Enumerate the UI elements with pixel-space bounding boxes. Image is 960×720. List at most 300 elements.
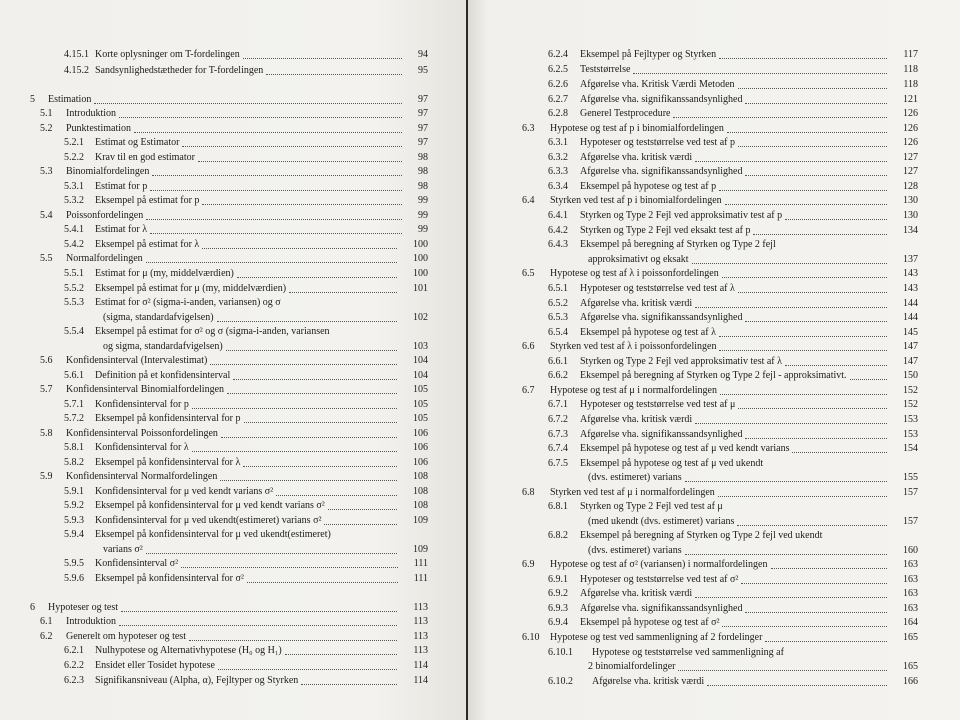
- page-number: 94: [418, 49, 428, 60]
- dot-leader: [673, 117, 887, 118]
- section-title: Konfidensinterval Binomialfordelingen: [66, 384, 225, 395]
- section-number: 6.3.4: [548, 181, 568, 192]
- toc-entry: [0, 47, 428, 62]
- dot-leader: [738, 146, 887, 147]
- section-number: 6.7.3: [548, 429, 568, 440]
- dot-leader: [765, 641, 887, 642]
- dot-leader: [719, 336, 887, 337]
- dot-leader: [119, 625, 397, 626]
- toc-entry: [468, 62, 918, 77]
- dot-leader: [266, 74, 402, 75]
- page-number: 114: [413, 660, 428, 671]
- dot-leader: [182, 146, 402, 147]
- dot-leader: [685, 481, 887, 482]
- section-title: Konfidensinterval (Intervalestimat): [66, 355, 208, 366]
- section-title: Eksempel på estimat for λ: [95, 239, 200, 250]
- toc-entry: [468, 485, 918, 500]
- section-title: Styrken ved test af λ i poissonfordelingen: [550, 341, 717, 352]
- toc-entry: [468, 645, 918, 660]
- page-number: 105: [413, 399, 428, 410]
- section-number: 4.15.2: [64, 65, 89, 76]
- section-title: Hypotese og test af λ i poissonfordelingen: [550, 268, 719, 279]
- dot-leader: [719, 58, 887, 59]
- dot-leader: [785, 365, 887, 366]
- page-number: 153: [903, 429, 918, 440]
- page-number: 152: [903, 399, 918, 410]
- section-title: Styrken og Type 2 Fejl ved approksimativ test af p: [580, 210, 783, 221]
- page-number: 144: [903, 312, 918, 323]
- toc-entry: [0, 542, 428, 557]
- toc-entry: [468, 164, 918, 179]
- toc-entry: [0, 179, 428, 194]
- page-number: 165: [903, 661, 918, 672]
- section-title: Normalfordelingen: [66, 253, 143, 264]
- section-number: 6.9.2: [548, 588, 568, 599]
- section-number: 5: [30, 94, 35, 105]
- dot-leader: [221, 437, 397, 438]
- page-number: 152: [903, 385, 918, 396]
- section-title: Hypoteser og teststørrelse ved test af λ: [580, 283, 735, 294]
- page-number: 108: [413, 500, 428, 511]
- toc-entry: [0, 281, 428, 296]
- toc-entry: [0, 643, 428, 658]
- section-title: Binomialfordelingen: [66, 166, 150, 177]
- page-number: 108: [413, 471, 428, 482]
- dot-leader: [685, 554, 887, 555]
- page-number: 147: [903, 356, 918, 367]
- dot-leader: [301, 684, 397, 685]
- toc-entry: [0, 295, 428, 310]
- page-number: 106: [413, 428, 428, 439]
- section-title: Korte oplysninger om T-fordelingen: [95, 49, 240, 60]
- section-number: 5.4.1: [64, 224, 84, 235]
- toc-entry: [468, 266, 918, 281]
- section-number: 5.9.5: [64, 558, 84, 569]
- page-number: 166: [903, 676, 918, 687]
- section-number: 6.6.2: [548, 370, 568, 381]
- page-number: 163: [903, 588, 918, 599]
- section-title: Styrken og Type 2 Fejl ved approksimativ test af λ: [580, 356, 782, 367]
- section-title: Hypotese og test af p i binomialfordelingen: [550, 123, 724, 134]
- dot-leader: [695, 307, 887, 308]
- section-title: Konfidensinterval Poissonfordelingen: [66, 428, 218, 439]
- section-title: Krav til en god estimator: [95, 152, 195, 163]
- section-title: Eksempel på estimat for p: [95, 195, 200, 206]
- section-number: 6.5.2: [548, 298, 568, 309]
- toc-entry: [0, 106, 428, 121]
- section-number: 6.2.4: [548, 49, 568, 60]
- toc-entry: [0, 266, 428, 281]
- section-number: 5.6: [40, 355, 53, 366]
- toc-entry: [468, 92, 918, 107]
- page-number: 97: [418, 123, 428, 134]
- dot-leader: [633, 73, 887, 74]
- toc-entry: [468, 281, 918, 296]
- toc-entry: [0, 310, 428, 325]
- section-title: Poissonfordelingen: [66, 210, 144, 221]
- toc-entry: [468, 237, 918, 252]
- dot-leader: [121, 611, 397, 612]
- dot-leader: [94, 103, 402, 104]
- toc-entry: [468, 179, 918, 194]
- section-number: 5.8.1: [64, 442, 84, 453]
- dot-leader: [719, 190, 887, 191]
- section-number: 6.4: [522, 195, 535, 206]
- page-number: 105: [413, 384, 428, 395]
- page-number: 114: [413, 675, 428, 686]
- toc-entry: [0, 164, 428, 179]
- dot-leader: [189, 640, 397, 641]
- dot-leader: [276, 495, 397, 496]
- toc-entry: [0, 368, 428, 383]
- toc-entry: [0, 121, 428, 136]
- section-number: 6.5.1: [548, 283, 568, 294]
- section-number: 6.3: [522, 123, 535, 134]
- toc-entry: [0, 629, 428, 644]
- dot-leader: [134, 132, 402, 133]
- toc-entry: [0, 353, 428, 368]
- page-number: 105: [413, 413, 428, 424]
- page-number: 134: [903, 225, 918, 236]
- dot-leader: [198, 161, 402, 162]
- section-number: 6.7: [522, 385, 535, 396]
- section-number: 6.2.7: [548, 94, 568, 105]
- section-title: Introduktion: [66, 108, 116, 119]
- toc-entry: [0, 63, 428, 78]
- section-number: 6.7.4: [548, 443, 568, 454]
- toc-entry: [468, 135, 918, 150]
- section-number: 6.4.2: [548, 225, 568, 236]
- dot-leader: [237, 277, 397, 278]
- page-number: 98: [418, 152, 428, 163]
- toc-entry: [468, 325, 918, 340]
- section-title: Afgørelse vha. kritisk værdi: [580, 298, 693, 309]
- section-title: Sandsynlighedstætheder for T-fordelingen: [95, 65, 264, 76]
- toc-entry: [0, 556, 428, 571]
- toc-entry: [468, 354, 918, 369]
- toc-entry: [468, 121, 918, 136]
- left-page: [0, 0, 466, 720]
- section-title: Konfidensinterval for μ ved kendt varians σ²: [95, 486, 274, 497]
- toc-entry: [468, 586, 918, 601]
- dot-leader: [785, 219, 887, 220]
- page-number: 126: [903, 123, 918, 134]
- toc-entry: [468, 427, 918, 442]
- dot-leader: [146, 219, 402, 220]
- dot-leader: [226, 350, 397, 351]
- toc-entry: [468, 296, 918, 311]
- page-number: 154: [903, 443, 918, 454]
- toc-entry: [0, 411, 428, 426]
- section-title: varians σ²: [103, 544, 143, 555]
- page-number: 104: [413, 370, 428, 381]
- toc-entry: [0, 193, 428, 208]
- page-number: 97: [418, 137, 428, 148]
- dot-leader: [192, 451, 397, 452]
- dot-leader: [181, 567, 398, 568]
- section-number: 6.3.2: [548, 152, 568, 163]
- page-number: 127: [903, 166, 918, 177]
- section-number: 5.7.2: [64, 413, 84, 424]
- section-title: (sigma, standardafvigelsen): [103, 312, 214, 323]
- dot-leader: [210, 364, 397, 365]
- section-number: 5.3.2: [64, 195, 84, 206]
- dot-leader: [745, 438, 887, 439]
- page-number: 101: [413, 283, 428, 294]
- section-title: approksimativt og eksakt: [588, 254, 689, 265]
- toc-entry: [0, 150, 428, 165]
- dot-leader: [695, 161, 887, 162]
- section-title: (dvs. estimeret) varians: [588, 472, 682, 483]
- page-number: 98: [418, 181, 428, 192]
- section-title: Estimat for p: [95, 181, 148, 192]
- dot-leader: [218, 669, 397, 670]
- section-number: 5.4: [40, 210, 53, 221]
- section-title: Afgørelse vha. Kritisk Værdi Metoden: [580, 79, 735, 90]
- page-number: 127: [903, 152, 918, 163]
- toc-entry: [468, 557, 918, 572]
- dot-leader: [695, 423, 887, 424]
- section-number: 6.7.1: [548, 399, 568, 410]
- page-number: 160: [903, 545, 918, 556]
- toc-entry: [0, 237, 428, 252]
- section-title: Eksempel på konfidensinterval for μ ved ukendt(estimeret): [95, 529, 331, 540]
- section-number: 6.4.1: [548, 210, 568, 221]
- section-title: Afgørelse vha. signifikanssandsynlighed: [580, 429, 743, 440]
- section-title: Definition på et konfidensinterval: [95, 370, 231, 381]
- dot-leader: [233, 379, 397, 380]
- section-number: 5.9: [40, 471, 53, 482]
- section-number: 5.9.3: [64, 515, 84, 526]
- dot-leader: [737, 525, 887, 526]
- toc-entry: [468, 441, 918, 456]
- dot-leader: [792, 452, 887, 453]
- toc-entry: [0, 251, 428, 266]
- section-title: Eksempel på beregning af Styrken og Type 2 fejl - approksimativt.: [580, 370, 847, 381]
- toc-entry: [0, 571, 428, 586]
- section-title: Eksempel på hypotese og test af μ ved kendt varians: [580, 443, 790, 454]
- page-number: 118: [903, 64, 918, 75]
- page-number: 95: [418, 65, 428, 76]
- dot-leader: [727, 132, 887, 133]
- dot-leader: [150, 190, 402, 191]
- toc-entry: [468, 470, 918, 485]
- page-number: 147: [903, 341, 918, 352]
- section-number: 6.7.2: [548, 414, 568, 425]
- section-title: Hypotese og test ved sammenligning af 2 fordelinger: [550, 632, 763, 643]
- toc-entry: [0, 440, 428, 455]
- section-title: Estimat for λ: [95, 224, 148, 235]
- dot-leader: [324, 524, 397, 525]
- page-number: 126: [903, 108, 918, 119]
- dot-leader: [192, 408, 397, 409]
- section-title: Signifikansniveau (Alpha, α), Fejltyper og Styrken: [95, 675, 299, 686]
- section-number: 5.1: [40, 108, 53, 119]
- toc-entry: [468, 397, 918, 412]
- toc-entry: [468, 310, 918, 325]
- section-number: 5.8: [40, 428, 53, 439]
- section-number: 5.2: [40, 123, 53, 134]
- section-number: 5.3: [40, 166, 53, 177]
- section-title: Ensidet eller Tosidet hypotese: [95, 660, 215, 671]
- section-title: Eksempel på konfidensinterval for p: [95, 413, 241, 424]
- toc-entry: [0, 484, 428, 499]
- dot-leader: [202, 204, 402, 205]
- page-number: 117: [903, 49, 918, 60]
- dot-leader: [722, 277, 887, 278]
- section-number: 6.3.3: [548, 166, 568, 177]
- section-number: 5.3.1: [64, 181, 84, 192]
- page-number: 97: [418, 108, 428, 119]
- dot-leader: [695, 597, 887, 598]
- section-number: 5.9.6: [64, 573, 84, 584]
- section-title: Introduktion: [66, 616, 116, 627]
- dot-leader: [285, 654, 398, 655]
- page-number: 128: [903, 181, 918, 192]
- section-number: 5.6.1: [64, 370, 84, 381]
- dot-leader: [146, 262, 397, 263]
- page-number: 165: [903, 632, 918, 643]
- dot-leader: [146, 553, 397, 554]
- section-title: Styrken ved test af p i binomialfordelingen: [550, 195, 722, 206]
- section-number: 6.6.1: [548, 356, 568, 367]
- section-number: 6.9.3: [548, 603, 568, 614]
- section-title: Eksempel på beregning af Styrken og Type 2 fejl ved ukendt: [580, 530, 823, 541]
- section-title: Eksempel på hypotese og test af p: [580, 181, 717, 192]
- toc-entry: [0, 339, 428, 354]
- toc-entry: [468, 674, 918, 689]
- page-number: 130: [903, 210, 918, 221]
- toc-entry: [0, 658, 428, 673]
- section-title: Afgørelse vha. signifikanssandsynlighed: [580, 312, 743, 323]
- section-title: Hypotese og teststørrelse ved sammenligning af: [592, 647, 784, 658]
- section-number: 5.7: [40, 384, 53, 395]
- section-number: 6.8.2: [548, 530, 568, 541]
- section-number: 6.2: [40, 631, 53, 642]
- dot-leader: [227, 393, 397, 394]
- section-number: 6.2.5: [548, 64, 568, 75]
- page-number: 157: [903, 487, 918, 498]
- page-number: 137: [903, 254, 918, 265]
- section-number: 5.9.2: [64, 500, 84, 511]
- page-number: 102: [413, 312, 428, 323]
- dot-leader: [745, 321, 887, 322]
- page-number: 100: [413, 253, 428, 264]
- section-title: (dvs. estimeret) varians: [588, 545, 682, 556]
- section-title: Hypoteser og teststørrelse ved test af μ: [580, 399, 736, 410]
- toc-entry: [468, 208, 918, 223]
- page-number: 113: [413, 631, 428, 642]
- toc-entry: [0, 513, 428, 528]
- dot-leader: [328, 509, 397, 510]
- section-title: Eksempel på estimat for σ² og σ (sigma-i-anden, variansen: [95, 326, 330, 337]
- section-number: 6.10.1: [548, 647, 573, 658]
- toc-entry: [468, 106, 918, 121]
- dot-leader: [771, 568, 888, 569]
- section-title: Afgørelse vha. kritisk værdi: [592, 676, 705, 687]
- toc-entry: [468, 383, 918, 398]
- section-number: 6.2.2: [64, 660, 84, 671]
- section-number: 5.9.4: [64, 529, 84, 540]
- section-title: Eksempel på hypotese og test af μ ved ukendt: [580, 458, 764, 469]
- section-number: 6.2.1: [64, 645, 84, 656]
- section-title: Konfidensinterval Normalfordelingen: [66, 471, 218, 482]
- dot-leader: [738, 88, 888, 89]
- page-number: 99: [418, 210, 428, 221]
- section-number: 5.2.2: [64, 152, 84, 163]
- toc-entry: [468, 514, 918, 529]
- toc-entry: [468, 615, 918, 630]
- section-number: 5.9.1: [64, 486, 84, 497]
- section-title: Eksempel på estimat for μ (my, middelværdien): [95, 283, 287, 294]
- section-title: Hypoteser og teststørrelse ved test af σ²: [580, 574, 739, 585]
- toc-entry: [468, 659, 918, 674]
- dot-leader: [692, 263, 887, 264]
- dot-leader: [718, 496, 887, 497]
- page-number: 126: [903, 137, 918, 148]
- toc-entry: [0, 614, 428, 629]
- dot-leader: [850, 379, 887, 380]
- section-number: 5.5.4: [64, 326, 84, 337]
- section-number: 5.8.2: [64, 457, 84, 468]
- page-number: 99: [418, 195, 428, 206]
- dot-leader: [119, 117, 402, 118]
- section-title: (med ukendt (dvs. estimeret) varians: [588, 516, 735, 527]
- page-number: 106: [413, 442, 428, 453]
- section-title: Generelt om hypoteser og test: [66, 631, 186, 642]
- section-number: 6.2.6: [548, 79, 568, 90]
- dot-leader: [152, 175, 402, 176]
- page-number: 144: [903, 298, 918, 309]
- section-number: 6.7.5: [548, 458, 568, 469]
- dot-leader: [220, 480, 397, 481]
- toc-entry: [468, 572, 918, 587]
- section-number: 5.5.2: [64, 283, 84, 294]
- section-title: Konfidensinterval σ²: [95, 558, 179, 569]
- section-number: 5.5.1: [64, 268, 84, 279]
- section-title: Eksempel på beregning af Styrken og Type 2 fejl: [580, 239, 776, 250]
- section-title: Estimat og Estimator: [95, 137, 180, 148]
- dot-leader: [741, 583, 887, 584]
- page-number: 153: [903, 414, 918, 425]
- page-number: 130: [903, 195, 918, 206]
- page-number: 111: [413, 573, 428, 584]
- section-title: Estimation: [48, 94, 92, 105]
- toc-entry: [468, 601, 918, 616]
- toc-entry: [0, 527, 428, 542]
- section-title: Estimat for μ (my, middelværdien): [95, 268, 234, 279]
- section-title: Teststørrelse: [580, 64, 631, 75]
- dot-leader: [745, 175, 887, 176]
- page-number: 163: [903, 574, 918, 585]
- section-title: og sigma, standardafvigelsen): [103, 341, 223, 352]
- section-title: Hypotese og test af σ² (variansen) i normalfordelingen: [550, 559, 768, 570]
- section-number: 6.5: [522, 268, 535, 279]
- section-number: 6.8.1: [548, 501, 568, 512]
- section-title: Afgørelse vha. signifikanssandsynlighed: [580, 166, 743, 177]
- section-title: Nulhypotese og Alternativhypotese (H₀ og H₁): [95, 645, 282, 656]
- toc-entry: [0, 455, 428, 470]
- section-title: Hypoteser og test: [48, 602, 118, 613]
- section-number: 5.4.2: [64, 239, 84, 250]
- section-number: 6.4.3: [548, 239, 568, 250]
- page-number: 109: [413, 515, 428, 526]
- dot-leader: [745, 103, 887, 104]
- toc-entry: [468, 456, 918, 471]
- section-title: Afgørelse vha. kritisk værdi: [580, 414, 693, 425]
- section-title: Konfidensinterval for λ: [95, 442, 189, 453]
- page-number: 111: [413, 558, 428, 569]
